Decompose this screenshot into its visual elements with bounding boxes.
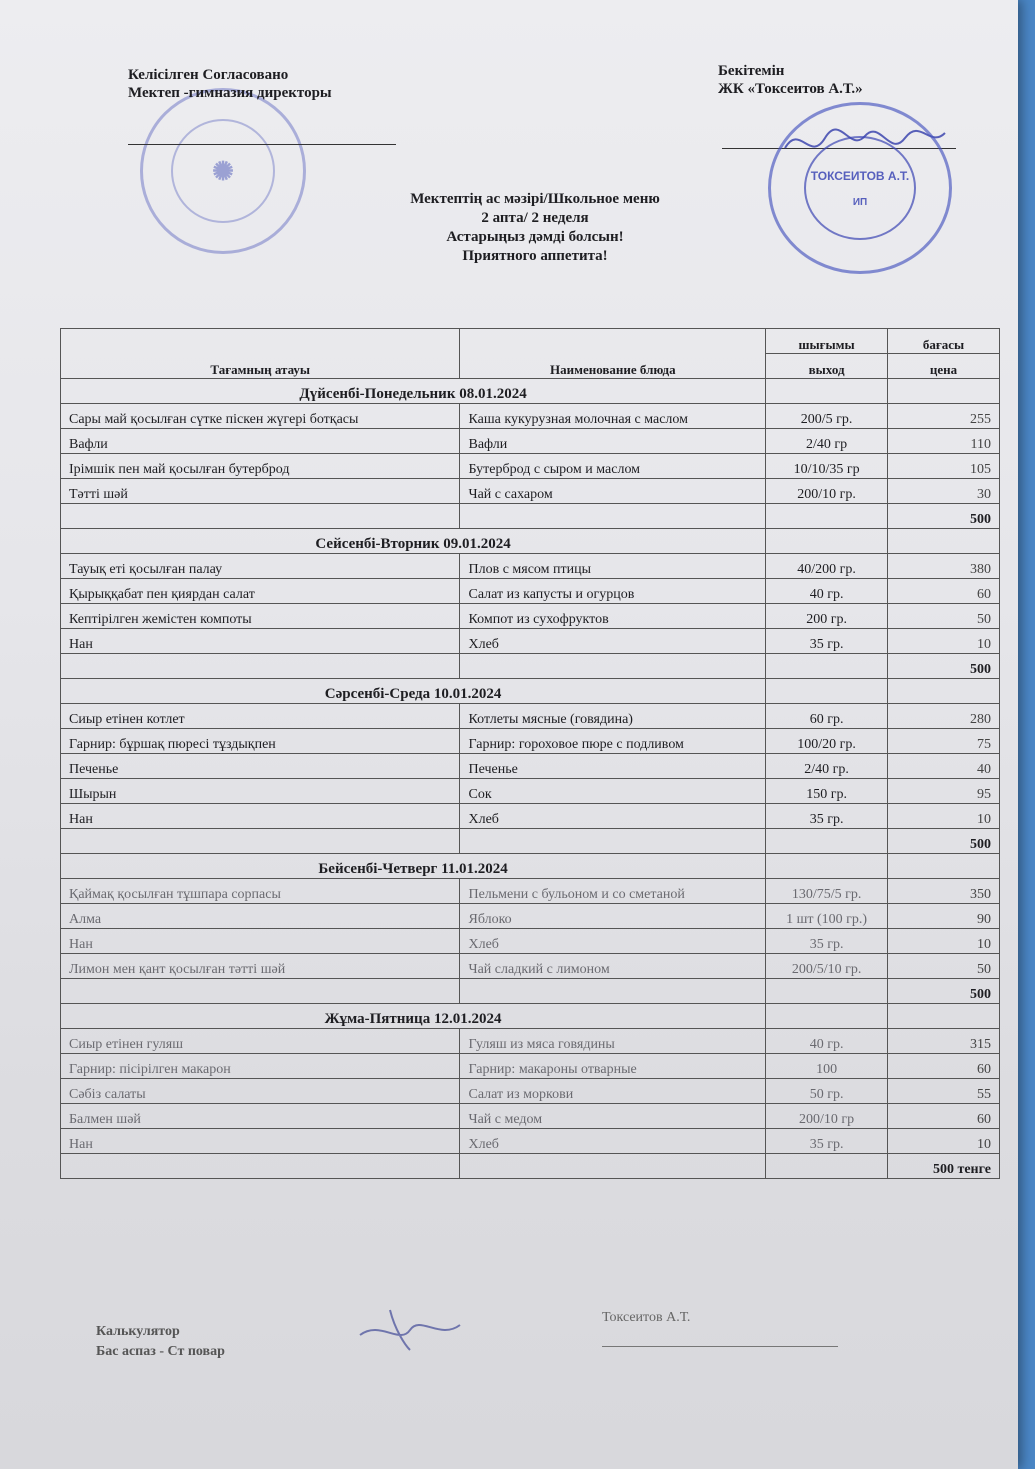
table-row <box>61 554 1000 579</box>
stamp-name: ТОКСЕИТОВ А.Т. <box>810 168 910 183</box>
empty-cell <box>460 1154 766 1179</box>
empty-cell <box>888 529 1000 554</box>
day-title: Дүйсенбі-Понедельник 08.01.2024 <box>61 379 766 404</box>
total-row <box>61 1154 1000 1179</box>
dish-price: 315 <box>888 1029 1000 1054</box>
table-row <box>61 579 1000 604</box>
dish-yield: 10/10/35 гр <box>766 454 888 479</box>
dish-price: 60 <box>888 579 1000 604</box>
dish-yield: 150 гр. <box>766 779 888 804</box>
table-row <box>61 629 1000 654</box>
dish-name-kz: Гарнир: бұршақ пюресі тұздықпен <box>61 729 460 754</box>
dish-name-ru: Котлеты мясные (говядина) <box>460 704 766 729</box>
dish-price: 10 <box>888 1129 1000 1154</box>
dish-yield: 130/75/5 гр. <box>766 879 888 904</box>
table-row <box>61 804 1000 829</box>
dish-name-kz: Қаймақ қосылған тұшпара сорпасы <box>61 879 460 904</box>
dish-yield: 50 гр. <box>766 1079 888 1104</box>
day-total: 500 <box>888 829 1000 854</box>
empty-cell <box>61 979 460 1004</box>
dish-name-kz: Нан <box>61 929 460 954</box>
dish-name-ru: Хлеб <box>460 804 766 829</box>
total-row <box>61 979 1000 1004</box>
dish-name-kz: Вафли <box>61 429 460 454</box>
dish-name-kz: Сиыр етінен гуляш <box>61 1029 460 1054</box>
dish-yield: 100/20 гр. <box>766 729 888 754</box>
table-row <box>61 454 1000 479</box>
school-seal <box>140 88 306 254</box>
table-row <box>61 1029 1000 1054</box>
signature-bottom <box>350 1300 470 1360</box>
table-row <box>61 879 1000 904</box>
dish-price: 30 <box>888 479 1000 504</box>
empty-cell <box>766 979 888 1004</box>
dish-yield: 100 <box>766 1054 888 1079</box>
greeting-kz: Астарыңыз дәмді болсын! <box>446 229 624 245</box>
day-title: Сейсенбі-Вторник 09.01.2024 <box>61 529 766 554</box>
empty-cell <box>766 854 888 879</box>
header-ru-name: Наименование блюда <box>460 329 766 379</box>
dish-name-ru: Яблоко <box>460 904 766 929</box>
dish-name-ru: Чай сладкий с лимоном <box>460 954 766 979</box>
dish-name-kz: Сәбіз салаты <box>61 1079 460 1104</box>
table-row <box>61 1079 1000 1104</box>
approve-label: Бекітемін <box>718 63 785 79</box>
dish-name-kz: Балмен шәй <box>61 1104 460 1129</box>
dish-name-kz: Лимон мен қант қосылған тәтті шәй <box>61 954 460 979</box>
dish-name-kz: Тауық еті қосылған палау <box>61 554 460 579</box>
empty-cell <box>766 829 888 854</box>
table-row <box>61 429 1000 454</box>
header-price-kz: бағасы <box>888 329 1000 354</box>
calculator-role: Калькулятор <box>96 1324 180 1339</box>
footer-signature-line <box>602 1346 838 1347</box>
empty-cell <box>766 529 888 554</box>
dish-price: 10 <box>888 804 1000 829</box>
dish-yield: 40 гр. <box>766 579 888 604</box>
dish-price: 10 <box>888 929 1000 954</box>
dish-name-ru: Хлеб <box>460 929 766 954</box>
dish-name-ru: Компот из сухофруктов <box>460 604 766 629</box>
dish-price: 50 <box>888 954 1000 979</box>
total-row <box>61 504 1000 529</box>
dish-name-ru: Каша кукурузная молочная с маслом <box>460 404 766 429</box>
empty-cell <box>888 679 1000 704</box>
stamp-type: ИП <box>852 196 868 208</box>
dish-price: 380 <box>888 554 1000 579</box>
menu-title: Мектептің ас мәзірі/Школьное меню <box>410 191 660 207</box>
dish-price: 60 <box>888 1054 1000 1079</box>
day-total: 500 тенге <box>888 1154 1000 1179</box>
dish-price: 95 <box>888 779 1000 804</box>
company-label: ЖК «Токсеитов А.Т.» <box>718 81 863 97</box>
total-row <box>61 654 1000 679</box>
empty-cell <box>460 654 766 679</box>
menu-table <box>60 328 1000 1179</box>
dish-name-ru: Бутерброд с сыром и маслом <box>460 454 766 479</box>
week-label: 2 апта/ 2 неделя <box>481 210 589 226</box>
dish-name-kz: Печенье <box>61 754 460 779</box>
dish-yield: 200/10 гр <box>766 1104 888 1129</box>
dish-yield: 1 шт (100 гр.) <box>766 904 888 929</box>
header-price-ru: цена <box>888 354 1000 379</box>
dish-yield: 35 гр. <box>766 629 888 654</box>
table-row <box>61 479 1000 504</box>
day-header-row <box>61 1004 1000 1029</box>
day-title: Бейсенбі-Четверг 11.01.2024 <box>61 854 766 879</box>
dish-name-ru: Чай с медом <box>460 1104 766 1129</box>
dish-price: 280 <box>888 704 1000 729</box>
table-row <box>61 754 1000 779</box>
dish-name-ru: Гарнир: макароны отварные <box>460 1054 766 1079</box>
dish-name-kz: Қырыққабат пен қиярдан салат <box>61 579 460 604</box>
dish-name-kz: Алма <box>61 904 460 929</box>
dish-name-kz: Гарнир: пісірілген макарон <box>61 1054 460 1079</box>
empty-cell <box>766 379 888 404</box>
greeting-ru: Приятного аппетита! <box>462 248 608 264</box>
footer-roles <box>96 1322 225 1362</box>
empty-cell <box>61 504 460 529</box>
table-row <box>61 729 1000 754</box>
dish-name-ru: Хлеб <box>460 629 766 654</box>
dish-price: 10 <box>888 629 1000 654</box>
dish-name-ru: Салат из капусты и огурцов <box>460 579 766 604</box>
agreed-label: Келісілген Согласовано <box>128 67 289 83</box>
dish-name-kz: Тәтті шәй <box>61 479 460 504</box>
empty-cell <box>766 1154 888 1179</box>
company-stamp <box>768 102 952 274</box>
dish-price: 110 <box>888 429 1000 454</box>
dish-name-kz: Нан <box>61 629 460 654</box>
header-kz-name: Тағамның атауы <box>61 329 460 379</box>
empty-cell <box>460 979 766 1004</box>
menu-title-block <box>320 190 750 266</box>
empty-cell <box>888 379 1000 404</box>
table-row <box>61 704 1000 729</box>
table-row <box>61 779 1000 804</box>
dish-yield: 40 гр. <box>766 1029 888 1054</box>
dish-name-ru: Салат из моркови <box>460 1079 766 1104</box>
dish-price: 90 <box>888 904 1000 929</box>
dish-price: 75 <box>888 729 1000 754</box>
empty-cell <box>766 654 888 679</box>
day-header-row <box>61 854 1000 879</box>
dish-price: 50 <box>888 604 1000 629</box>
dish-yield: 35 гр. <box>766 804 888 829</box>
table-row <box>61 404 1000 429</box>
total-row <box>61 829 1000 854</box>
dish-price: 255 <box>888 404 1000 429</box>
table-row <box>61 1104 1000 1129</box>
emblem-icon: ✺ <box>171 119 275 223</box>
day-header-row <box>61 529 1000 554</box>
approval-right <box>718 62 863 98</box>
dish-yield: 200/5/10 гр. <box>766 954 888 979</box>
dish-name-kz: Кептірілген жемістен компоты <box>61 604 460 629</box>
day-total: 500 <box>888 979 1000 1004</box>
dish-name-ru: Вафли <box>460 429 766 454</box>
empty-cell <box>766 679 888 704</box>
dish-name-ru: Чай с сахаром <box>460 479 766 504</box>
day-title: Жұма-Пятница 12.01.2024 <box>61 1004 766 1029</box>
dish-yield: 200/5 гр. <box>766 404 888 429</box>
empty-cell <box>61 829 460 854</box>
empty-cell <box>888 1004 1000 1029</box>
dish-name-ru: Гарнир: гороховое пюре с подливом <box>460 729 766 754</box>
header-yield-ru: выход <box>766 354 888 379</box>
table-row <box>61 604 1000 629</box>
director-label: Мектеп -гимназия директоры <box>128 85 332 101</box>
dish-price: 40 <box>888 754 1000 779</box>
dish-price: 350 <box>888 879 1000 904</box>
dish-price: 60 <box>888 1104 1000 1129</box>
signature-line-left <box>128 144 396 145</box>
dish-name-kz: Шырын <box>61 779 460 804</box>
dish-name-kz: Сары май қосылған сүтке піскен жүгері ботқасы <box>61 404 460 429</box>
dish-yield: 35 гр. <box>766 1129 888 1154</box>
menu-body <box>61 379 1000 1179</box>
table-row <box>61 1129 1000 1154</box>
empty-cell <box>888 854 1000 879</box>
dish-yield: 2/40 гр <box>766 429 888 454</box>
empty-cell <box>61 654 460 679</box>
table-row <box>61 929 1000 954</box>
header-yield-kz: шығымы <box>766 329 888 354</box>
dish-price: 55 <box>888 1079 1000 1104</box>
dish-yield: 200 гр. <box>766 604 888 629</box>
dish-name-kz: Нан <box>61 804 460 829</box>
dish-name-kz: Нан <box>61 1129 460 1154</box>
dish-name-ru: Пельмени с бульоном и со сметаной <box>460 879 766 904</box>
day-total: 500 <box>888 654 1000 679</box>
dish-yield: 60 гр. <box>766 704 888 729</box>
dish-yield: 200/10 гр. <box>766 479 888 504</box>
day-total: 500 <box>888 504 1000 529</box>
dish-name-ru: Хлеб <box>460 1129 766 1154</box>
empty-cell <box>61 1154 460 1179</box>
dish-price: 105 <box>888 454 1000 479</box>
chef-role: Бас аспаз - Ст повар <box>96 1344 225 1359</box>
empty-cell <box>460 504 766 529</box>
table-row <box>61 904 1000 929</box>
empty-cell <box>766 504 888 529</box>
empty-cell <box>766 1004 888 1029</box>
dish-name-ru: Печенье <box>460 754 766 779</box>
empty-cell <box>460 829 766 854</box>
dish-yield: 35 гр. <box>766 929 888 954</box>
dish-name-ru: Гуляш из мяса говядины <box>460 1029 766 1054</box>
day-title: Сәрсенбі-Среда 10.01.2024 <box>61 679 766 704</box>
day-header-row <box>61 379 1000 404</box>
dish-name-kz: Ірімшік пен май қосылған бутерброд <box>61 454 460 479</box>
dish-name-ru: Плов с мясом птицы <box>460 554 766 579</box>
footer-name: Токсеитов А.Т. <box>602 1310 691 1325</box>
table-row <box>61 954 1000 979</box>
approval-left <box>128 66 332 102</box>
dish-yield: 2/40 гр. <box>766 754 888 779</box>
table-row <box>61 1054 1000 1079</box>
dish-yield: 40/200 гр. <box>766 554 888 579</box>
day-header-row <box>61 679 1000 704</box>
dish-name-ru: Сок <box>460 779 766 804</box>
dish-name-kz: Сиыр етінен котлет <box>61 704 460 729</box>
